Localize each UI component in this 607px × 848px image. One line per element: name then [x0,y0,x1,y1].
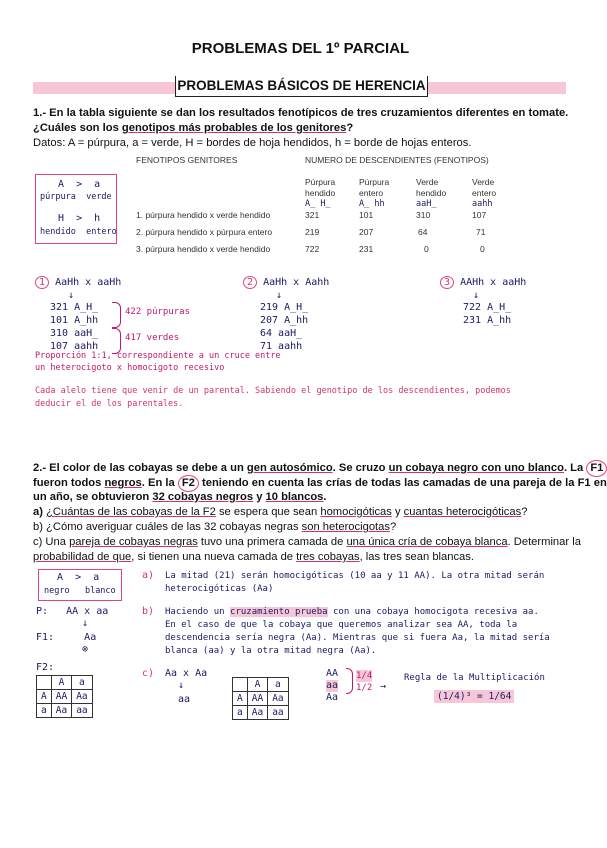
table-header-descendientes: NUMERO DE DESCENDIENTES (FENOTIPOS) [305,155,489,165]
brace-icon [112,302,121,328]
proportion-note: Proporción 1:1, correspondiente a un cruce entre un heterocigoto x homocigoto recesivo [35,351,281,373]
answer-c-result: aa [178,694,191,705]
cross-2: 2 AaHh x Aahh [243,276,329,289]
arrow-down-icon: ↓ [473,290,480,301]
answer-c-label: c) [142,668,155,679]
q1-data: Datos: A = púrpura, a = verde, H = bordes de hoja hendidos, h = borde de hojas enteros. [33,137,472,149]
cross-1-purple-total: 422 púrpuras [125,307,191,317]
table-header-fenotipos: FENOTIPOS GENITORES [136,155,238,165]
cross-1-green-total: 417 verdes [125,333,180,343]
table-col-1: Púrpura hendido A_ H_ [305,177,336,209]
answer-a-label: a) [142,570,155,581]
q2-question-a: a) ¿Cuántas de las cobayas de la F2 se espera que sean homocigóticas y cuantas heterocigóticas? [33,506,528,518]
punnett-square-c: A a A AA Aa a Aa aa [232,677,289,720]
table-cell: 722 [305,244,320,254]
cross-3-results: 722 A_H_ 231 A_hh [463,302,512,326]
q2-line-1: 2.- El color de las cobayas se debe a un gen autosómico. Se cruzo un cobaya negro con uno blanco. La F1 [33,460,607,477]
q2-line-3: un año, se obtuvieron 32 cobayas negros y 10 blancos. [33,491,327,503]
table-cell: 71 [476,227,486,237]
table-cell: 219 [305,227,320,237]
cross-3: 3 AAHh x aaHh [440,276,526,289]
f2-label: F2: [36,662,55,673]
q2-question-c: c) Una pareja de cobayas negras tuvo una primera camada de una única cría de cobaya blanca. Determinar la [33,536,581,548]
multiplication-result: (1/4)³ = 1/64 [434,690,514,703]
cross-1-results: 321 A_H_ 101 A_hh 310 aaH_ 107 aahh [50,302,99,352]
p-generation: P: AA x aa [36,606,109,617]
q1-allele-key: A > a púrpura verde H > h hendido entero [35,174,117,244]
answer-c-probs: AA aa Aa [326,668,339,703]
arrow-right-icon: → [380,681,387,692]
q2-line-2: fueron todos negros. En la F2 teniendo en cuenta las crías de todas las camadas de una pareja de la F1 en [33,475,607,492]
punnett-square-f2: A a A AA Aa a Aa aa [36,675,93,718]
arrow-down-icon: ↓ [68,290,75,301]
answer-c-fractions: 1/4 1/2 [356,671,373,693]
arrow-down-icon: ↓ [82,618,89,629]
table-row-3-label: 3. púrpura hendido x verde hendido [136,244,271,254]
cross-2-results: 219 A_H_ 207 A_hh 64 aaH_ 71 aahh [260,302,309,352]
answer-b-text: Haciendo un cruzamiento prueba con una cobaya homocigota recesiva aa. En el caso de que la cobaya que queremos analizar sea AA, toda la descendencia sería negra (Aa). Mientras que si fuera Aa, la mitad sería blanca (aa) y la otra mitad negra (Aa). [165,607,550,656]
q2-allele-key: A > a negro blanco [38,569,122,601]
table-cell: 107 [472,210,487,220]
answer-c-cross: Aa x Aa [165,668,208,679]
self-cross-icon: ⊗ [82,644,89,655]
explanation-note: Cada alelo tiene que venir de un parental. Sabiendo el genotipo de los descendientes, podemos deducir el de los parentales. [35,386,511,409]
table-col-2: Púrpura entero A_ hh [359,177,390,209]
table-cell: 321 [305,210,320,220]
table-col-4: Verde entero aahh [472,177,497,209]
table-cell: 101 [359,210,374,220]
table-cell: 0 [480,244,485,254]
f1-generation: F1: Aa [36,632,97,643]
cross-1: 1 AaHh x aaHh [35,276,121,289]
answer-a-text: La mitad (21) serán homocigóticas (10 aa y 11 AA). La otra mitad serán heterocigóticas (Aa) [165,571,545,594]
table-cell: 207 [359,227,374,237]
table-row-1-label: 1. púrpura hendido x verde hendido [136,210,271,220]
arrow-down-icon: ↓ [178,680,185,691]
table-row-2-label: 2. púrpura hendido x púrpura entero [136,227,273,237]
q1-statement: 1.- En la tabla siguiente se dan los resultados fenotípicos de tres cruzamientos diferentes en tomate. [33,107,569,119]
table-col-3: Verde hendido aaH_ [416,177,447,209]
arrow-down-icon: ↓ [276,290,283,301]
q2-question-b: b) ¿Cómo averiguar cuáles de las 32 cobayas negras son heterocigotas? [33,521,397,533]
table-cell: 0 [424,244,429,254]
table-cell: 231 [359,244,374,254]
brace-icon [346,668,353,694]
section-title: PROBLEMAS BÁSICOS DE HERENCIA [175,76,428,97]
table-cell: 310 [416,210,431,220]
table-cell: 64 [418,227,428,237]
multiplication-rule: Regla de la Multiplicación [404,673,545,683]
q1-question: ¿Cuáles son los genotipos más probables de los genitores? [33,122,354,134]
page-title: PROBLEMAS DEL 1º PARCIAL [191,40,410,57]
answer-b-label: b) [142,606,155,617]
q2-question-c-cont: probabilidad de que, si tienen una nueva camada de tres cobayas, las tres sean blancas. [33,551,474,563]
